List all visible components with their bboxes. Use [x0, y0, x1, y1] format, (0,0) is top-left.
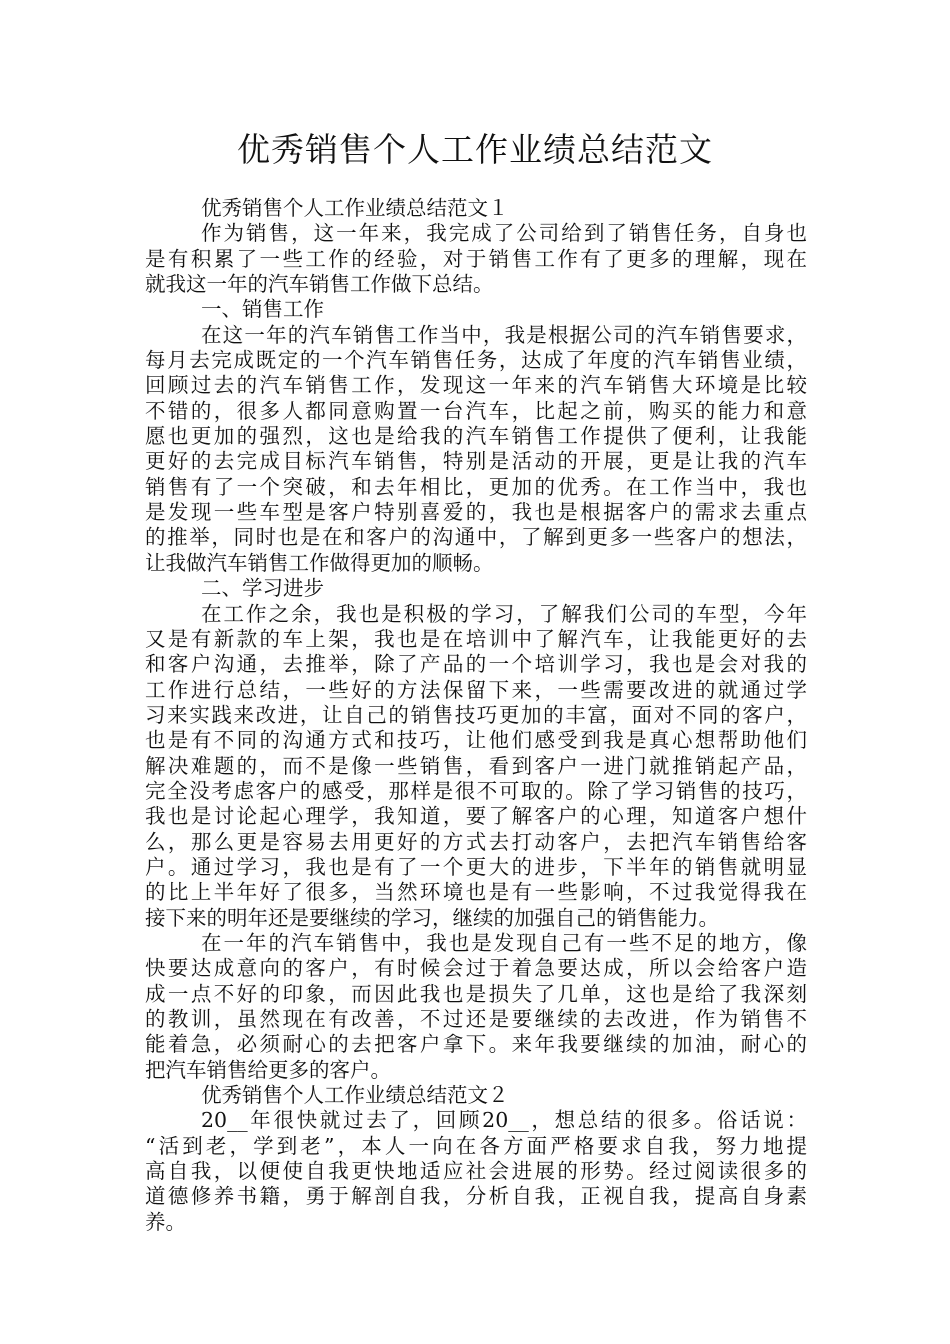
text-line: 一、销售工作	[201, 297, 324, 322]
text-line: 在这一年的汽车销售工作当中，我是根据公司的汽车销售要求，	[201, 322, 807, 347]
text-line: 也是有不同的沟通方式和技巧，让他们感受到我是真心想帮助他们	[145, 728, 807, 753]
text-line: 快要达成意向的客户，有时候会过于着急要达成，所以会给客户造	[145, 956, 807, 981]
text-line: 让我做汽车销售工作做得更加的顺畅。	[145, 550, 494, 575]
text-line: 是发现一些车型是客户特别喜爱的，我也是根据客户的需求去重点	[145, 500, 807, 525]
text-line: 接下来的明年还是要继续的学习，继续的加强自己的销售能力。	[145, 905, 719, 930]
text-line: 二、学习进步	[201, 576, 324, 601]
text-line: 的比上半年好了很多，当然环境也是有一些影响，不过我觉得我在	[145, 880, 807, 905]
text-line: 又是有新款的车上架，我也是在培训中了解汽车，让我能更好的去	[145, 626, 807, 651]
text-line: 作为销售，这一年来，我完成了公司给到了销售任务，自身也	[201, 221, 807, 246]
text-line: 养。	[145, 1209, 186, 1234]
text-line: 能着急，必须耐心的去把客户拿下。来年我要继续的加油，耐心的	[145, 1032, 807, 1057]
text-line: 回顾过去的汽车销售工作，发现这一年来的汽车销售大环境是比较	[145, 373, 807, 398]
text-line: 的教训，虽然现在有改善，不过还是要继续的去改进，作为销售不	[145, 1007, 807, 1031]
text-line: 成一点不好的印象，而因此我也是损失了几单，这也是给了我深刻	[145, 981, 807, 1006]
text-line: 把汽车销售给更多的客户。	[145, 1057, 391, 1082]
text-line: 销售有了一个突破，和去年相比，更加的优秀。在工作当中，我也	[145, 474, 807, 499]
document-title: 优秀销售个人工作业绩总结范文	[237, 130, 713, 169]
text-line: 的推举，同时也是在和客户的沟通中，了解到更多一些客户的想法，	[145, 525, 807, 550]
text-line: 更好的去完成目标汽车销售，特别是活动的开展，更是让我的汽车	[145, 449, 807, 474]
text-line: 户。通过学习，我也是有了一个更大的进步，下半年的销售就明显	[145, 854, 807, 879]
text-line: 在一年的汽车销售中，我也是发现自己有一些不足的地方，像	[201, 930, 807, 955]
text-line: 是有积累了一些工作的经验，对于销售工作有了更多的理解，现在	[145, 246, 807, 271]
text-line: 道德修养书籍，勇于解剖自我，分析自我，正视自我，提高自身素	[145, 1184, 807, 1209]
text-line: 么，那么更是容易去用更好的方式去打动客户，去把汽车销售给客	[145, 829, 807, 854]
document-body	[145, 196, 807, 1235]
text-line: 我也是讨论起心理学，我知道，要了解客户的心理，知道客户想什	[145, 804, 807, 829]
text-line: 优秀销售个人工作业绩总结范文２	[201, 1083, 509, 1108]
text-line: “活到老，学到老”，本人一向在各方面严格要求自我，努力地提	[145, 1133, 807, 1158]
text-line: 就我这一年的汽车销售工作做下总结。	[145, 272, 494, 297]
text-line: 每月去完成既定的一个汽车销售任务，达成了年度的汽车销售业绩，	[145, 348, 807, 373]
text-line: 优秀销售个人工作业绩总结范文１	[201, 196, 509, 220]
text-line: 20__年很快就过去了，回顾20__，想总结的很多。俗话说：	[201, 1108, 807, 1133]
text-line: 在工作之余，我也是积极的学习，了解我们公司的车型，今年	[201, 601, 807, 626]
text-line: 习来实践来改进，让自己的销售技巧更加的丰富，面对不同的客户，	[145, 702, 807, 727]
text-line: 完全没考虑客户的感受，那样是很不可取的。除了学习销售的技巧，	[145, 778, 807, 803]
text-line: 愿也更加的强烈，这也是给我的汽车销售工作提供了便利，让我能	[145, 424, 807, 449]
text-line: 高自我，以便使自我更快地适应社会进展的形势。经过阅读很多的	[145, 1159, 807, 1184]
text-line: 解决难题的，而不是像一些销售，看到客户一进门就推销起产品，	[145, 753, 807, 778]
text-line: 和客户沟通，去推举，除了产品的一个培训学习，我也是会对我的	[145, 652, 807, 677]
text-line: 工作进行总结，一些好的方法保留下来，一些需要改进的就通过学	[145, 677, 807, 702]
text-line: 不错的，很多人都同意购置一台汽车，比起之前，购买的能力和意	[145, 398, 807, 423]
